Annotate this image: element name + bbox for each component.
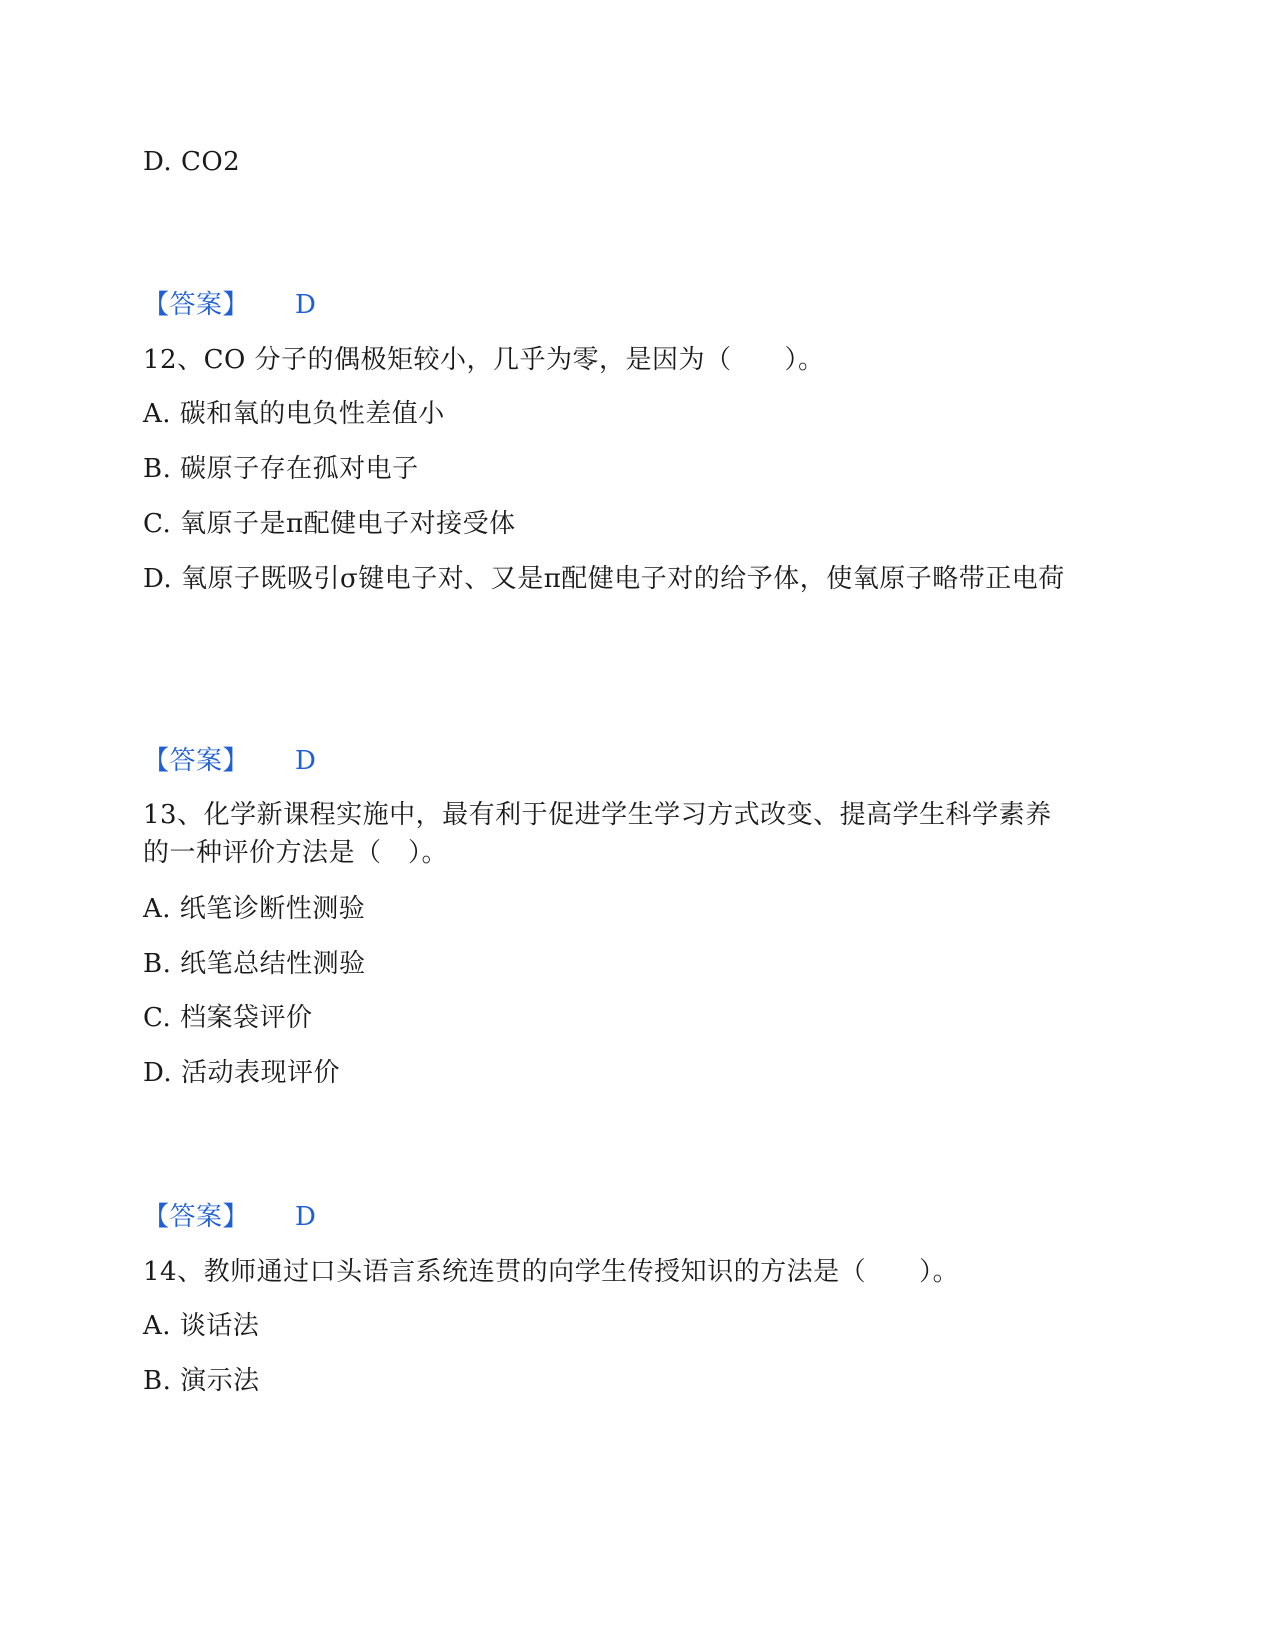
- answer-value: D: [295, 1202, 317, 1232]
- answer-label: 【答案】: [143, 290, 250, 320]
- question-12-option-c: C. 氧原子是π配健电子对接受体: [143, 509, 516, 539]
- question-13-stem: 13、化学新课程实施中，最有利于促进学生学习方式改变、提高学生科学素养的一种评价方法是（ ）。: [143, 800, 1052, 868]
- answer-12: [143, 742, 316, 780]
- question-12-option-a: A. 碳和氧的电负性差值小: [143, 399, 445, 429]
- answer-label: 【答案】: [143, 1202, 250, 1232]
- question-12-stem: 12、CO 分子的偶极矩较小，几乎为零，是因为（ ）。: [143, 345, 825, 375]
- question-11-option-d: D. CO2: [143, 147, 241, 177]
- question-12-option-d: D. 氧原子既吸引σ键电子对、又是π配健电子对的给予体，使氧原子略带正电荷: [143, 564, 1065, 594]
- answer-11: [143, 286, 316, 324]
- question-13-option-c: C. 档案袋评价: [143, 1003, 313, 1033]
- question-13-option-d: D. 活动表现评价: [143, 1058, 340, 1088]
- answer-value: D: [295, 290, 317, 320]
- answer-value: D: [295, 746, 317, 776]
- question-13-option-b: B. 纸笔总结性测验: [143, 949, 366, 979]
- question-12-option-b: B. 碳原子存在孤对电子: [143, 454, 419, 484]
- question-14-option-a: A. 谈话法: [143, 1311, 260, 1341]
- question-14-option-b: B. 演示法: [143, 1366, 260, 1396]
- question-14-stem: 14、教师通过口头语言系统连贯的向学生传授知识的方法是（ ）。: [143, 1257, 960, 1287]
- answer-label: 【答案】: [143, 746, 250, 776]
- answer-13: [143, 1198, 316, 1236]
- question-13-option-a: A. 纸笔诊断性测验: [143, 894, 366, 924]
